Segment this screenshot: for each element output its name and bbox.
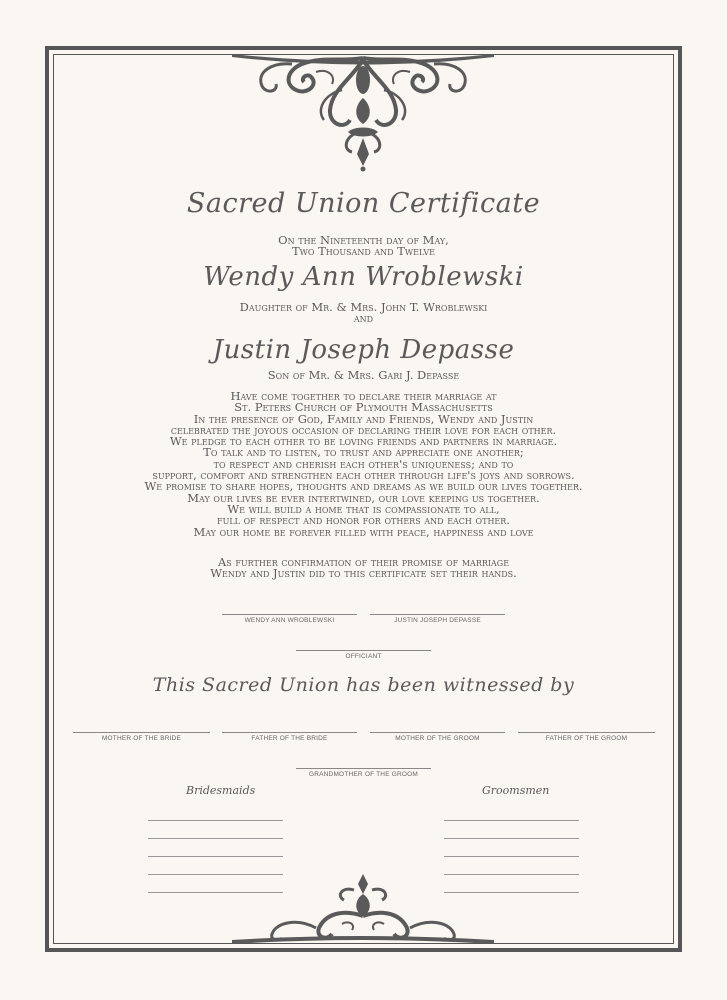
father-of-groom-label: FATHER OF THE GROOM — [545, 735, 628, 742]
bride-parents — [0, 302, 727, 325]
groom-signature-line[interactable] — [370, 614, 505, 615]
vows-text — [0, 391, 727, 538]
confirmation-text — [0, 557, 727, 580]
father-of-bride-signature-line[interactable] — [222, 732, 357, 733]
vow-line: May our lives be ever intertwined, our love keeping us together. — [187, 490, 540, 505]
vow-line: full of respect and honor for others and each other. — [217, 513, 510, 528]
bridesmaid-line[interactable] — [148, 856, 283, 857]
mother-of-groom-signature-line[interactable] — [370, 732, 505, 733]
groomsmen-heading: Groomsmen — [482, 784, 550, 797]
mother-of-groom-label: MOTHER OF THE GROOM — [395, 735, 480, 742]
vow-line: To talk and to listen, to trust and appreciate one another; — [203, 445, 524, 460]
bride-signature-line[interactable] — [222, 614, 357, 615]
groomsman-line[interactable] — [444, 838, 579, 839]
confirmation-line: As further confirmation of their promise of marriage — [217, 555, 510, 569]
confirmation-line: Wendy and Justin did to this certificate set their hands. — [210, 566, 517, 581]
bride-parents-line: Daughter of Mr. & Mrs. John T. Wroblewski — [239, 300, 488, 314]
vow-line: We promise to share hopes, thoughts and dreams as we build our lives together. — [144, 479, 583, 494]
officiant-signature-line[interactable] — [296, 650, 431, 651]
groom-signature-label: JUSTIN JOSEPH DEPASSE — [394, 617, 481, 624]
groom-name: Justin Joseph Depasse — [212, 335, 515, 365]
witness-heading: This Sacred Union has been witnessed by — [152, 674, 575, 696]
vow-line: celebrated the joyous occasion of declaring their love for each other. — [170, 422, 557, 437]
father-of-bride-label: FATHER OF THE BRIDE — [251, 735, 328, 742]
mother-of-bride-label: MOTHER OF THE BRIDE — [101, 735, 182, 742]
groom-parents: Son of Mr. & Mrs. Gari J. Depasse — [267, 368, 460, 382]
conjunction-and: and — [353, 311, 374, 326]
top-flourish-ornament — [232, 50, 494, 172]
father-of-groom-signature-line[interactable] — [518, 732, 655, 733]
bridesmaid-line[interactable] — [148, 820, 283, 821]
mother-of-bride-signature-line[interactable] — [73, 732, 210, 733]
vow-line: May our home be forever filled with peace, happiness and love — [193, 524, 534, 539]
vow-line: We will build a home that is compassionate to all, — [227, 501, 500, 516]
bride-signature-label: WENDY ANN WROBLEWSKI — [244, 617, 335, 624]
date-line: Two Thousand and Twelve — [292, 244, 435, 259]
vow-line: to respect and cherish each other's uniqueness; and to — [213, 456, 514, 471]
vow-line: In the presence of God, Family and Friends, Wendy and Justin — [193, 411, 534, 426]
bride-name: Wendy Ann Wroblewski — [203, 262, 524, 292]
grandmother-of-groom-label: GRANDMOTHER OF THE GROOM — [308, 771, 419, 778]
vow-line: St. Peters Church of Plymouth Massachusetts — [234, 400, 493, 415]
certificate-title: Sacred Union Certificate — [186, 188, 541, 219]
date-line: On the Nineteenth day of May, — [278, 233, 449, 247]
grandmother-of-groom-signature-line[interactable] — [296, 768, 431, 769]
groomsman-line[interactable] — [444, 820, 579, 821]
bridesmaid-line[interactable] — [148, 838, 283, 839]
bottom-flourish-ornament — [232, 872, 494, 946]
vow-line: Have come together to declare their marriage at — [230, 389, 497, 403]
bridesmaids-heading: Bridesmaids — [186, 784, 256, 797]
vow-line: We pledge to each other to be loving friends and partners in marriage. — [169, 434, 558, 449]
groomsman-line[interactable] — [444, 856, 579, 857]
vow-line: support, comfort and strengthen each other through life's joys and sorrows. — [152, 468, 575, 483]
officiant-signature-label: OFFICIANT — [345, 653, 382, 660]
marriage-date — [0, 235, 727, 258]
